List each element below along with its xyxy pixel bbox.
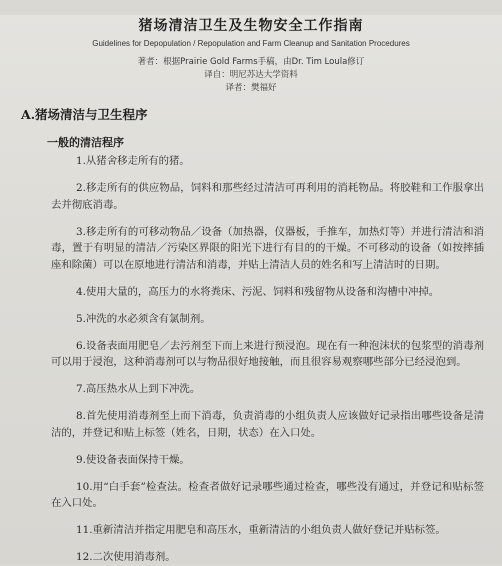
section-heading: A.猪场清洁与卫生程序: [21, 107, 148, 122]
document-page: [0, 15, 502, 564]
procedure-item: 12.二次使用消毒剂。: [76, 551, 176, 564]
procedure-item: 2.移走所有的供应物品，饲料和那些经过清洁可再利用的消耗物品。将胶鞋和工作服拿出去并彻底消毒。: [51, 181, 484, 211]
procedure-item: 6.设备表面用肥皂／去污剂至下而上来进行预浸泡。现在有一种泡沫状的包浆型的消毒剂可以用于浸泡，这种消毒剂可以与物品很好地接触，而且很容易观察哪些部分已经浸泡到。: [51, 339, 484, 369]
procedure-item: 4.使用大量的，高压力的水将粪床、污泥、饲料和残留物从设备和沟槽中冲掉。: [76, 285, 440, 298]
procedure-item: 7.高压热水从上到下冲洗。: [76, 383, 201, 396]
translated-from-line: 译自：明尼苏达大学资料: [204, 70, 298, 80]
translator-line: 译者：樊福好: [225, 83, 277, 93]
procedure-item: 9.使设备表面保持干燥。: [76, 453, 190, 466]
procedure-item: 10.用“白手套”检查法。检查者做好记录哪些通过检查，哪些没有通过，并登记和贴标签在入口处。: [51, 480, 484, 510]
subsection-heading: 一般的清洁程序: [47, 136, 124, 149]
document-header: [0, 15, 502, 95]
procedure-item: 3.移走所有的可移动物品／设备（加热器，仪器板，手推车，加热灯等）并进行清洁和消毒，置于有明显的清洁／污染区界限的阳光下进行有目的的干燥。不可移动的设备（如按摔插座和除菌）可以在原地进行清洁和消毒，并贴上清洁人员的姓名和写上清洁时的日期。: [51, 225, 484, 271]
procedure-item: 1.从猪舍移走所有的猪。: [76, 155, 190, 167]
procedure-list: [51, 153, 484, 566]
document-subtitle: Guidelines for Depopulation / Repopulation and Farm Cleanup and Sanitation Procedures: [92, 39, 410, 48]
procedure-item: 8.首先使用消毒剂至上而下消毒，负责消毒的小组负责人应该做好记录指出哪些设备是清洁的，并登记和贴上标签（姓名，日期，状态）在入口处。: [51, 410, 484, 439]
procedure-item: 11.重新清洁并指定用肥皂和高压水，重新清洁的小组负责人做好登记并贴标签。: [76, 524, 446, 537]
document-title: 猪场清洁卫生及生物安全工作指南: [138, 18, 364, 34]
author-line: 著者：根据Prairie Gold Farms手稿，由Dr. Tim Loula修订: [137, 57, 365, 67]
procedure-item: 5.冲洗的水必须含有氯制剂。: [76, 312, 211, 325]
